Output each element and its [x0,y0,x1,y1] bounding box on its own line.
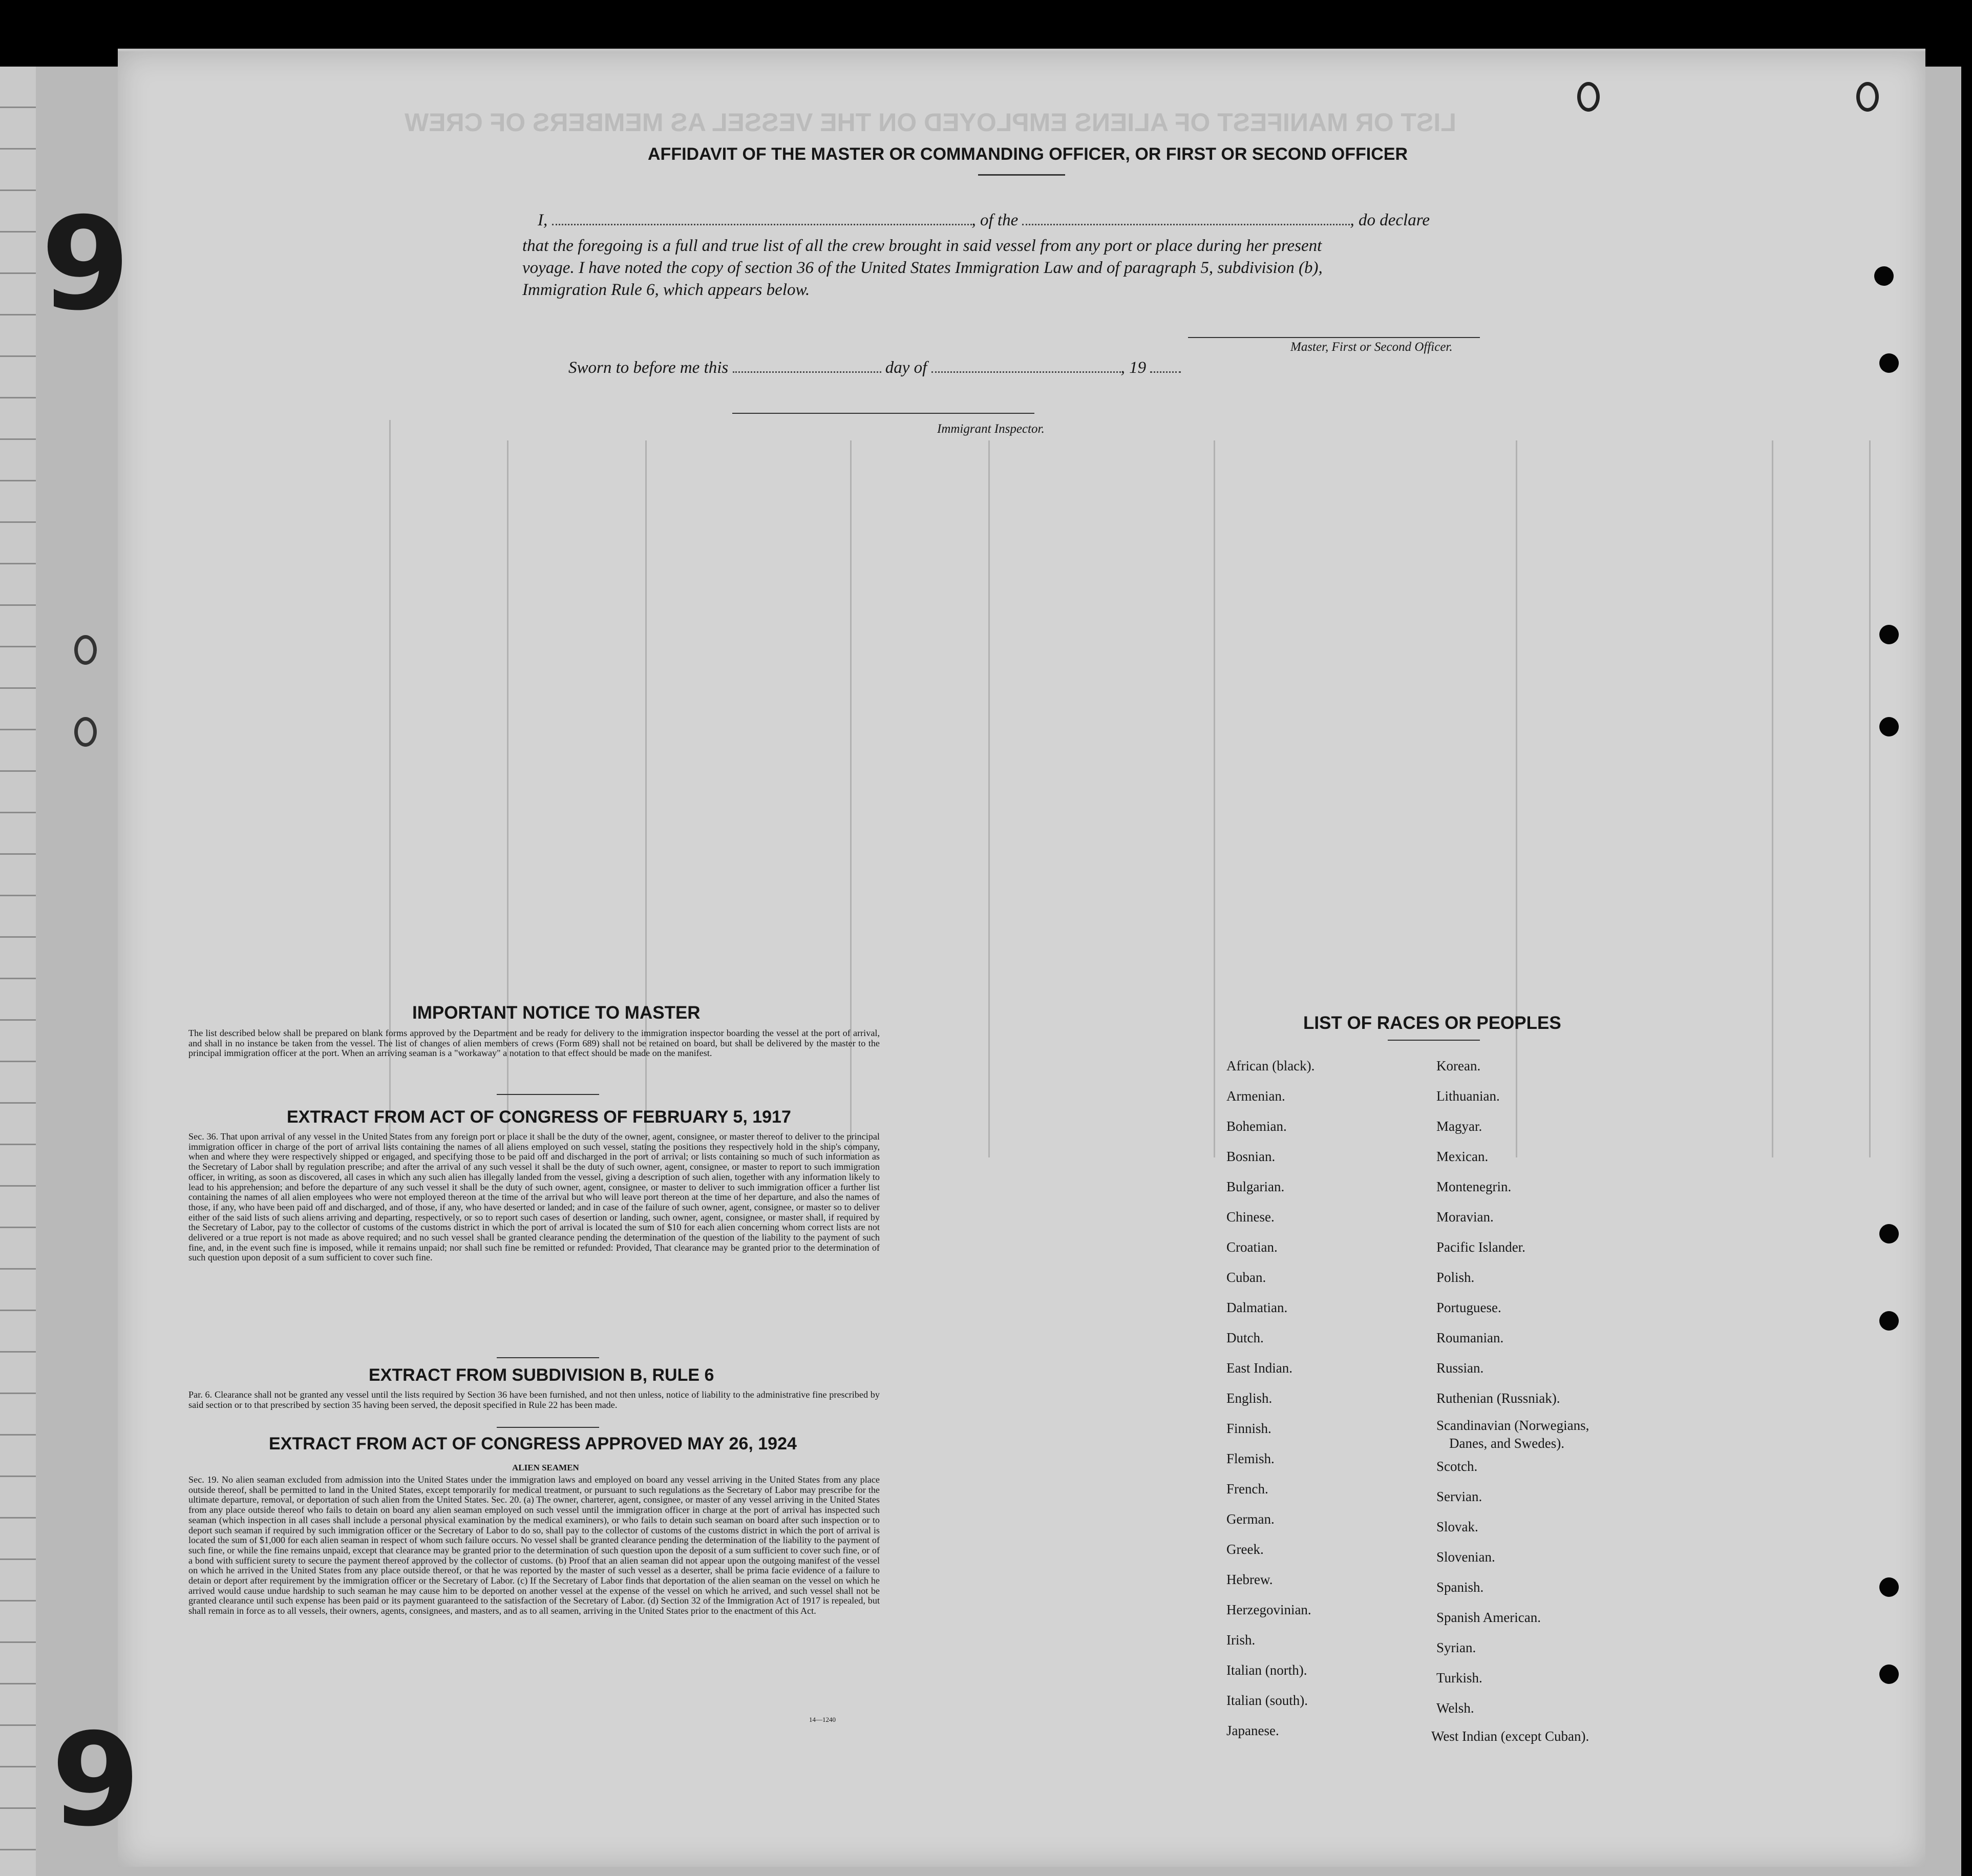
extract-1917-title: EXTRACT FROM ACT OF CONGRESS OF FEBRUARY 5, 1917 [287,1107,791,1127]
bleed-through-column-line [988,440,990,1157]
binder-ring-hole [74,635,97,665]
race-item: English. [1226,1390,1273,1406]
race-item: Japanese. [1226,1723,1279,1738]
race-item: Danes, and Swedes). [1449,1436,1564,1451]
year-blank [1150,371,1181,373]
punch-hole [1879,1224,1899,1243]
manifest-sheet [41,51,1925,1867]
form-number: 14—1240 [809,1716,836,1723]
extract-rule6-title: EXTRACT FROM SUBDIVISION B, RULE 6 [369,1365,714,1385]
bleed-through-column-line [1772,440,1773,1157]
race-item: Dalmatian. [1226,1300,1288,1315]
extract-1917-text: Sec. 36. That upon arrival of any vessel in the United States from any foreign port or place it shall be the duty of the owner, agent, consignee, or master thereof to deliver to the principal immigration officer in charge of the port of arrival lists containing the names of all aliens employed on such vessel, stating the positions they respectively hold in the ship's company, when and where they were respectively shipped or engaged, and specifying those to be paid off and discharged in the port of arrival; or lists containing so much of such information as the Secretary of Labor shall by regulation prescribe; and after the arrival of any such vessel it shall be the duty of such owner, agent, consignee, or master to report to such immigration officer, in writing, as soon as discovered, all cases in which any such alien has illegally landed from the vessel, giving a description of such alien, together with any information likely to lead to his apprehension; and before the departure of any such vessel it shall be the duty of such owner, agent, consignee, or master to deliver to such immigration officer a further list containing the names of all alien employees who were not employed thereon at the time of the arrival but who will leave port thereon at the time of her departure, and also the names of those, if any, who have been paid off and discharged, and of those, if any, who have deserted or landed; and in case of the failure of such owner, agent, consignee, or master so to deliver either of the said lists of such aliens arriving and departing, respectively, or so to report such cases of desertion or landing, such owner, agent, consignee, or master shall, if required by the Secretary of Labor, pay to the collector of customs of the customs district in which the port of arrival is located the sum of $10 for each alien concerning whom correct lists are not delivered or a true report is not made as above required; and no such vessel shall be granted clearance pending the determination of the question of the liability to the payment of such fine, and, in the event such fine is imposed, while it remains unpaid; nor shall such fine be remitted or refunded: Provided, That clearance may be granted prior to the determination of such question upon deposit of a sum sufficient to cover such fine. [188,1131,880,1263]
extract-rule6-text: Par. 6. Clearance shall not be granted any vessel until the lists required by Section 36 have been furnished, and not then unless, notice of liability to the administrative fine prescribed by said section or to that prescribed by section 35 having been served, the deposit specified in Rule 22 has been made. [188,1389,880,1410]
notice-text: The list described below shall be prepared on blank forms approved by the Department and be ready for delivery to the immigration inspector boarding the vessel at the port of arrival, and shall in no instance be taken from the vessel. The list of changes of alien members of crews (Form 689) shall not be retained on board, but shall be delivered by the master to the principal immigration officer at the port. When an arriving seaman is a "workaway" a notation to that effect should be made on the manifest. [188,1028,880,1059]
race-item: Armenian. [1226,1088,1285,1104]
race-item: Herzegovinian. [1226,1602,1311,1617]
binder-ring-hole [1856,82,1879,112]
race-item: African (black). [1226,1058,1315,1073]
race-item: Scotch. [1436,1459,1478,1474]
race-item: Lithuanian. [1436,1088,1500,1104]
extract-1924-subtitle: ALIEN SEAMEN [512,1463,579,1472]
inspector-label: Immigrant Inspector. [937,422,1045,436]
race-item: Servian. [1436,1489,1482,1504]
affidavit-line-1 [538,211,1430,230]
race-item: Polish. [1436,1270,1475,1285]
race-item: Chinese. [1226,1209,1275,1225]
race-item: Pacific Islander. [1436,1239,1525,1255]
pencil-number: 9 [51,1705,140,1854]
affidavit-line-2: that the foregoing is a full and true list of all the crew brought in said vessel from any port or place during her present [522,237,1322,255]
race-item: Roumanian. [1436,1330,1504,1345]
race-item: Montenegrin. [1436,1179,1512,1194]
name-blank [552,224,972,225]
race-item: Irish. [1226,1632,1256,1648]
race-item: Scandinavian (Norwegians, [1436,1418,1589,1433]
affidavit-line-3: voyage. I have noted the copy of section 36 of the United States Immigration Law and of paragraph 5, subdivision (b), [522,259,1323,277]
punch-hole [1879,353,1899,373]
affidavit-line-1-end: , do declare [1350,211,1430,229]
bleed-through-heading: LIST OR MANIFEST OF ALIENS EMPLOYED ON THE VESSEL AS MEMBERS OF CREW [405,108,1456,137]
sworn-line-c: , 19 [1120,359,1147,377]
separator [497,1357,599,1358]
signature-line [1188,337,1480,338]
race-item: Welsh. [1436,1700,1474,1716]
sworn-line [568,359,1181,377]
race-item: Cuban. [1226,1270,1266,1285]
race-item: Korean. [1436,1058,1481,1073]
race-item: Slovak. [1436,1519,1478,1534]
extract-1924-text: Sec. 19. No alien seaman excluded from admission into the United States under the immigration laws and employed on board any vessel arriving in the United States from any place outside thereof, shall be permitted to land in the United States, except temporarily for medical treatment, or pursuant to such regulations as the Secretary of Labor may prescribe for the ultimate departure, removal, or deportation of such alien from the United States. Sec. 20. (a) The owner, charterer, agent, consignee, or master of any vessel arriving in the United States from any place outside thereof who fails to detain on board any alien seaman employed on such vessel until the immigration officer in charge at the port of arrival has inspected such seaman (which inspection in all cases shall include a personal physical examination by the medical examiners), or who fails to detain such seaman on board after such inspection or to deport such seaman if required by such immigration officer or the Secretary of Labor to do so, shall pay to the collector of customs of the customs district in which the port of arrival is located the sum of $1,000 for each alien seaman in respect of whom such failure occurs. No vessel shall be granted clearance pending the determination of the liability to the payment of such fine, or while the fine remains unpaid, except that clearance may be granted prior to the determination of such question upon the deposit of a sum sufficient to cover such fine, or of a bond with sufficient surety to secure the payment thereof approved by the collector of customs. (b) Proof that an alien seaman did not appear upon the outgoing manifest of the vessel on which he arrived in the United States from any place outside thereof, or that he was reported by the master of such vessel as a deserter, shall be prima facie evidence of a failure to detain or deport after requirement by the immigration officer or the Secretary of Labor. (c) If the Secretary of Labor finds that deportation of the alien seaman on the vessel on which he arrived would cause undue hardship to such seaman he may cause him to be deported on another vessel at the expense of the vessel on which he arrived, and such vessel shall not be granted clearance until such expense has been paid or its payment guaranteed to the satisfaction of the Secretary of Labor. (d) Section 32 of the Immigration Act of 1917 is repealed, but shall remain in force as to all vessels, their owners, agents, consignees, and masters, and as to all seamen, arriving in the United States prior to the enactment of this Act. [188,1474,880,1616]
race-item: Spanish. [1436,1579,1484,1595]
affidavit-line-4: Immigration Rule 6, which appears below. [522,281,810,299]
punch-hole [1879,717,1899,736]
day-blank [733,371,881,373]
race-item: Croatian. [1226,1239,1278,1255]
race-item: Hebrew. [1226,1572,1273,1587]
notice-title: IMPORTANT NOTICE TO MASTER [412,1003,701,1023]
race-item: Portuguese. [1436,1300,1501,1315]
race-item: West Indian (except Cuban). [1431,1729,1589,1744]
punch-hole [1879,1311,1899,1331]
race-item: East Indian. [1226,1360,1292,1376]
punch-hole [1879,1577,1899,1597]
race-item: Magyar. [1436,1119,1482,1134]
race-item: French. [1226,1481,1268,1496]
race-item: Bosnian. [1226,1149,1276,1164]
punch-hole [1879,625,1899,644]
sworn-line-b: day of [885,359,927,377]
separator [497,1427,599,1428]
race-item: Ruthenian (Russniak). [1436,1390,1560,1406]
month-blank [931,371,1121,373]
race-item: Spanish American. [1436,1610,1541,1625]
races-title: LIST OF RACES OR PEOPLES [1303,1013,1561,1033]
punch-hole [1874,266,1894,286]
race-item: Turkish. [1436,1670,1482,1685]
race-item: Italian (south). [1226,1693,1308,1708]
bleed-through-column-line [1214,440,1215,1157]
bleed-through-column-line [1869,440,1871,1157]
binder-ring-hole [1577,82,1600,112]
vessel-blank [1022,224,1350,225]
pencil-number: 9 [41,189,130,339]
race-item: Russian. [1436,1360,1484,1376]
affidavit-line-1-start: I, [538,211,548,229]
race-item: Greek. [1226,1542,1264,1557]
bleed-through-column-line [1516,440,1517,1157]
title-underline [978,174,1065,176]
race-item: Bohemian. [1226,1119,1287,1134]
sworn-line-a: Sworn to before me this [568,359,729,377]
inspector-signature-line [732,413,1034,414]
races-title-underline [1388,1040,1480,1041]
affidavit-line-1-mid: , of the [971,211,1019,229]
extract-1924-title: EXTRACT FROM ACT OF CONGRESS APPROVED MAY 26, 1924 [269,1434,797,1453]
binder-ring-hole [74,717,97,747]
race-item: Flemish. [1226,1451,1275,1466]
race-item: German. [1226,1511,1275,1527]
race-item: Bulgarian. [1226,1179,1285,1194]
race-item: Moravian. [1436,1209,1494,1225]
race-item: Finnish. [1226,1421,1271,1436]
punch-hole [1879,1664,1899,1684]
race-item: Mexican. [1436,1149,1489,1164]
affidavit-title: AFFIDAVIT OF THE MASTER OR COMMANDING OFFICER, OR FIRST OR SECOND OFFICER [648,144,1408,164]
race-item: Slovenian. [1436,1549,1495,1565]
race-item: Italian (north). [1226,1662,1307,1678]
race-item: Dutch. [1226,1330,1264,1345]
race-item: Syrian. [1436,1640,1476,1655]
signature-label: Master, First or Second Officer. [1290,340,1453,354]
separator [497,1094,599,1095]
